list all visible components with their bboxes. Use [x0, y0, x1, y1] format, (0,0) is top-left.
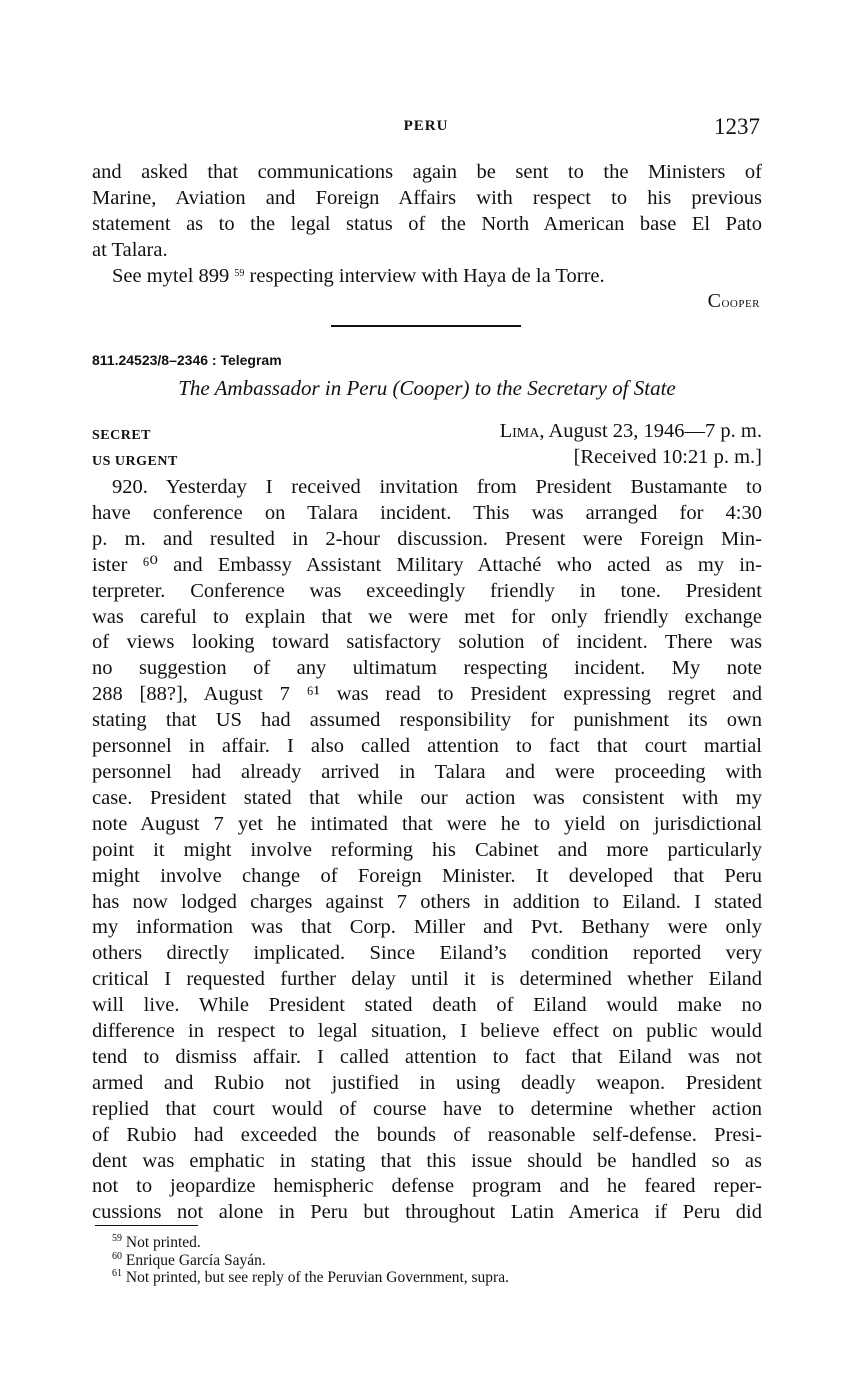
- text-line: dent was emphatic in stating that this issue should be handled so as: [92, 1149, 762, 1172]
- footnote-ref: 59: [234, 267, 245, 279]
- footnote-mark: 61: [112, 1268, 122, 1279]
- footnote: [112, 1234, 509, 1252]
- footnote-rule: [95, 1225, 198, 1226]
- text-line: 920. Yesterday I received invitation from President Bustamante to: [112, 476, 762, 498]
- text-line: difference in respect to legal situation, I believe effect on public would: [92, 1020, 762, 1043]
- dateline: [500, 420, 762, 443]
- text-line: might involve change of Foreign Minister. It developed that Peru: [92, 864, 762, 887]
- text-line: terpreter. Conference was exceedingly friendly in tone. President: [92, 579, 762, 602]
- text-line: note August 7 yet he intimated that were he to yield on jurisdictional: [92, 812, 762, 835]
- text-line: my information was that Corp. Miller and Pvt. Bethany were only: [92, 916, 762, 939]
- see-line-text-after: respecting interview with Haya de la Torre.: [249, 264, 605, 287]
- document-reference: 811.24523/8–2346 : Telegram: [92, 352, 282, 368]
- text-line: statement as to the legal status of the North American base El Pato: [92, 212, 762, 235]
- text-line: armed and Rubio not justified in using deadly weapon. President: [92, 1071, 762, 1094]
- footnote: [112, 1252, 509, 1270]
- telegram-body: [92, 475, 762, 1226]
- text-line: ister ⁶⁰ and Embassy Assistant Military Attaché who acted as my in-: [92, 553, 762, 576]
- text-line: and asked that communications again be sent to the Ministers of: [92, 161, 762, 183]
- text-line: others directly implicated. Since Eiland’s condition reported very: [92, 942, 762, 965]
- dateline-place: Lima: [499, 420, 540, 442]
- text-line: personnel had already arrived in Talara and were proceeding with: [92, 760, 762, 783]
- footnote-text: Not printed.: [125, 1234, 201, 1251]
- text-line: not to jeopardize hemispheric defense program and he feared reper-: [92, 1175, 762, 1198]
- text-line: have conference on Talara incident. This was arranged for 4:30: [92, 501, 762, 524]
- text-line: has now lodged charges against 7 others in addition to Eiland. I stated: [92, 890, 762, 913]
- running-title: PERU: [403, 118, 449, 134]
- text-line: was careful to explain that we were met for only friendly exchange: [92, 605, 762, 628]
- footnote-text: Not printed, but see reply of the Peruvian Government, supra.: [125, 1269, 509, 1286]
- text-line: cussions not alone in Peru but throughout Latin America if Peru did: [92, 1201, 762, 1224]
- running-head: [92, 114, 760, 144]
- text-line: case. President stated that while our action was consistent with my: [92, 786, 762, 809]
- text-line: p. m. and resulted in 2-hour discussion. Present were Foreign Min-: [92, 527, 762, 550]
- text-line: critical I requested further delay until it is determined whether Eiland: [92, 968, 762, 991]
- signature: Cooper: [707, 290, 760, 312]
- text-line: will live. While President stated death of Eiland would make no: [92, 994, 762, 1017]
- document-title: The Ambassador in Peru (Cooper) to the Secretary of State: [178, 376, 676, 400]
- footnote-mark: 60: [112, 1250, 122, 1262]
- footnote-text: Enrique García Sayán.: [125, 1251, 266, 1269]
- text-line: of Rubio had exceeded the bounds of reasonable self-defense. Presi-: [92, 1123, 762, 1146]
- dateline-date: , August 23, 1946—7 p. m.: [539, 420, 762, 442]
- footnotes: [112, 1234, 509, 1287]
- see-line-text: See mytel 899: [112, 264, 230, 287]
- text-line: personnel in affair. I also called attention to fact that court martial: [92, 735, 762, 758]
- text-line: tend to dismiss affair. I called attention to fact that Eiland was not: [92, 1045, 762, 1068]
- text-line: Marine, Aviation and Foreign Affairs with respect to his previous: [92, 186, 762, 209]
- see-line: [92, 264, 762, 290]
- text-line: at Talara.: [92, 238, 168, 261]
- text-line: of views looking toward satisfactory solution of incident. There was: [92, 631, 762, 654]
- text-line: replied that court would of course have to determine whether action: [92, 1097, 762, 1120]
- footnote: [112, 1269, 509, 1287]
- opening-paragraph: [92, 160, 762, 290]
- text-line: 288 [88?], August 7 ⁶¹ was read to President expressing regret and: [92, 683, 762, 706]
- section-divider: [331, 325, 521, 327]
- text-line: no suggestion of any ultimatum respecting incident. My note: [92, 657, 762, 680]
- received-line: [Received 10:21 p. m.]: [573, 446, 762, 468]
- classification-urgent: US URGENT: [92, 454, 178, 469]
- text-line: stating that US had assumed responsibility for punishment its own: [92, 709, 762, 732]
- page-number: 1237: [714, 114, 760, 139]
- footnote-mark: 59: [112, 1233, 122, 1244]
- text-line: point it might involve reforming his Cabinet and more particularly: [92, 838, 762, 861]
- classification-secret: SECRET: [92, 428, 152, 443]
